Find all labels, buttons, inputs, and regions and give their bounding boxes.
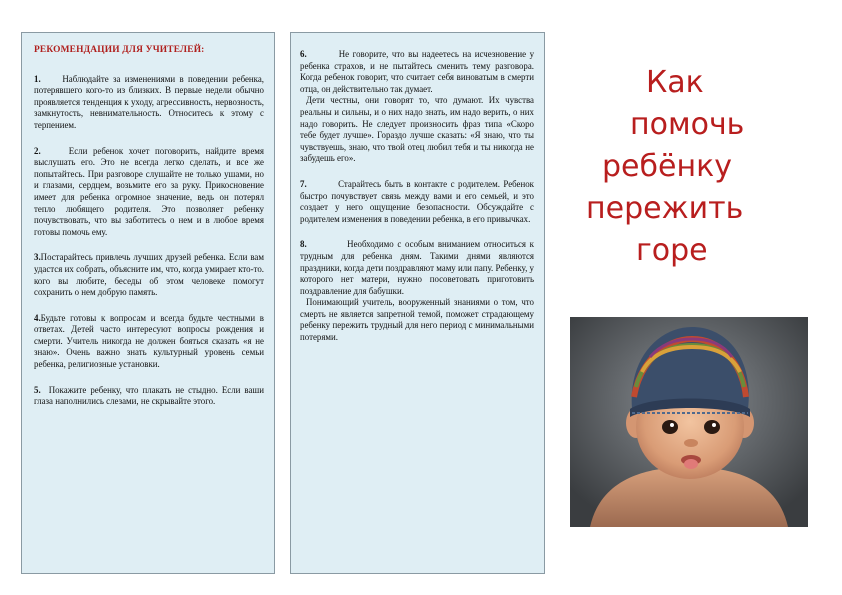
item-number: 4. bbox=[34, 312, 41, 323]
title-line: пережить bbox=[586, 191, 744, 226]
brochure-title bbox=[570, 62, 808, 272]
title-line: горе bbox=[636, 233, 708, 268]
title-line: помочь bbox=[630, 107, 745, 142]
item-text: Покажите ребенку, что плакать не стыдно. Если ваши глаза наполнились слезами, не скрывайте этого. bbox=[34, 384, 264, 407]
item-text: Не говорите, что вы надеетесь на исчезновение у ребенка страхов, и не пытайтесь сменить тему разговора. Когда ребенок говорит, что считает себя виноватым в смерти отца, он действительно так думает. bbox=[300, 49, 535, 94]
title-line: Как bbox=[646, 65, 704, 100]
recommendation-item bbox=[300, 49, 534, 95]
recommendations-heading: РЕКОМЕНДАЦИИ ДЛЯ УЧИТЕЛЕЙ: bbox=[34, 45, 205, 55]
recommendation-item bbox=[300, 179, 534, 225]
recommendation-item bbox=[34, 74, 264, 132]
item-text: Будьте готовы к вопросам и всегда будьте честными в ответах. Детей часто интересуют вопросы рождения и смерти. Учитель никогда не должен бояться сказать «я не знаю». Очень важно знать культурный уровень семьи ребенка, религиозные установки. bbox=[34, 312, 264, 370]
child-photo bbox=[570, 317, 808, 527]
recommendation-item bbox=[34, 385, 264, 408]
item-number: 7. bbox=[300, 178, 307, 189]
item-number: 8. bbox=[300, 239, 307, 250]
recommendation-item bbox=[34, 252, 264, 298]
item-number: 6. bbox=[300, 49, 307, 59]
title-line: ребёнку bbox=[602, 149, 732, 184]
recommendation-item bbox=[34, 146, 264, 239]
item-number: 1. bbox=[34, 73, 41, 84]
item-text: Если ребенок хочет поговорить, найдите время выслушать его. Это не всегда легко сделать, и все же попытайтесь. При разговоре слушайте не только ушами, но и глазами, сердцем, возьмите его за руку. Прикосновение имеет для ребенка огромное значение, ведь он потерял тепло любящего родителя. Это позволяет ребенку почувствовать, что вы заботитесь о нем и в любое время готовы помочь ему. bbox=[34, 145, 264, 237]
item-text: Наблюдайте за изменениями в поведении ребенка, потерявшего кого-то из близких. В первые недели обычно проявляется тенденция к уходу, агрессивность, нервозность, замкнутость, невнимательность. Относитесь к этому с терпением. bbox=[34, 73, 264, 130]
item-text: Необходимо с особым вниманием относиться к трудным для ребенка дням. Такими днями являются праздники, когда дети поздравляют маму или папу. Ребенку, у которого нет матери, нужно посоветовать приготовить поздравление для бабушки. bbox=[300, 239, 534, 296]
recommendation-item bbox=[34, 313, 264, 371]
recommendation-item bbox=[300, 239, 534, 297]
left-text-panel bbox=[21, 32, 275, 574]
item-text: Старайтесь быть в контакте с родителем. Ребенок быстро почувствует связь между вами и его семьей, и это создает у него ощущение безопасности. Обсуждайте с родителем изменения в поведении ребенка, в его привычках. bbox=[300, 178, 534, 224]
item-number: 5. bbox=[34, 384, 41, 395]
item-number: 2. bbox=[34, 145, 41, 156]
child-photo-illustration bbox=[570, 317, 808, 527]
item-text: Постарайтесь привлечь лучших друзей ребенка. Если вам удастся их собрать, объясните им, что, когда умирает кто-то. кого вы любите, беседы об этом человеке помогут сохранить о нем добрую память. bbox=[34, 252, 264, 298]
item-paragraph: Дети честны, они говорят то, что думают. Их чувства реальны и сильны, и о них надо знать, им надо верить, о них надо говорить. Не следует произносить фраз типа «Скоро тебе будет лучше». Гораздо лучше сказать: «Я знаю, что ты чувствуешь, знаю, что твой отец любил тебя и ты никогда не забудешь его». bbox=[300, 95, 534, 164]
item-number: 3. bbox=[34, 252, 41, 263]
middle-text-panel bbox=[290, 32, 545, 574]
closing-paragraph: Понимающий учитель, вооруженный знаниями о том, что смерть не является запретной темой, поможет страдающему ребенку пережить трудный для него период с минимальными потерями. bbox=[300, 297, 534, 343]
